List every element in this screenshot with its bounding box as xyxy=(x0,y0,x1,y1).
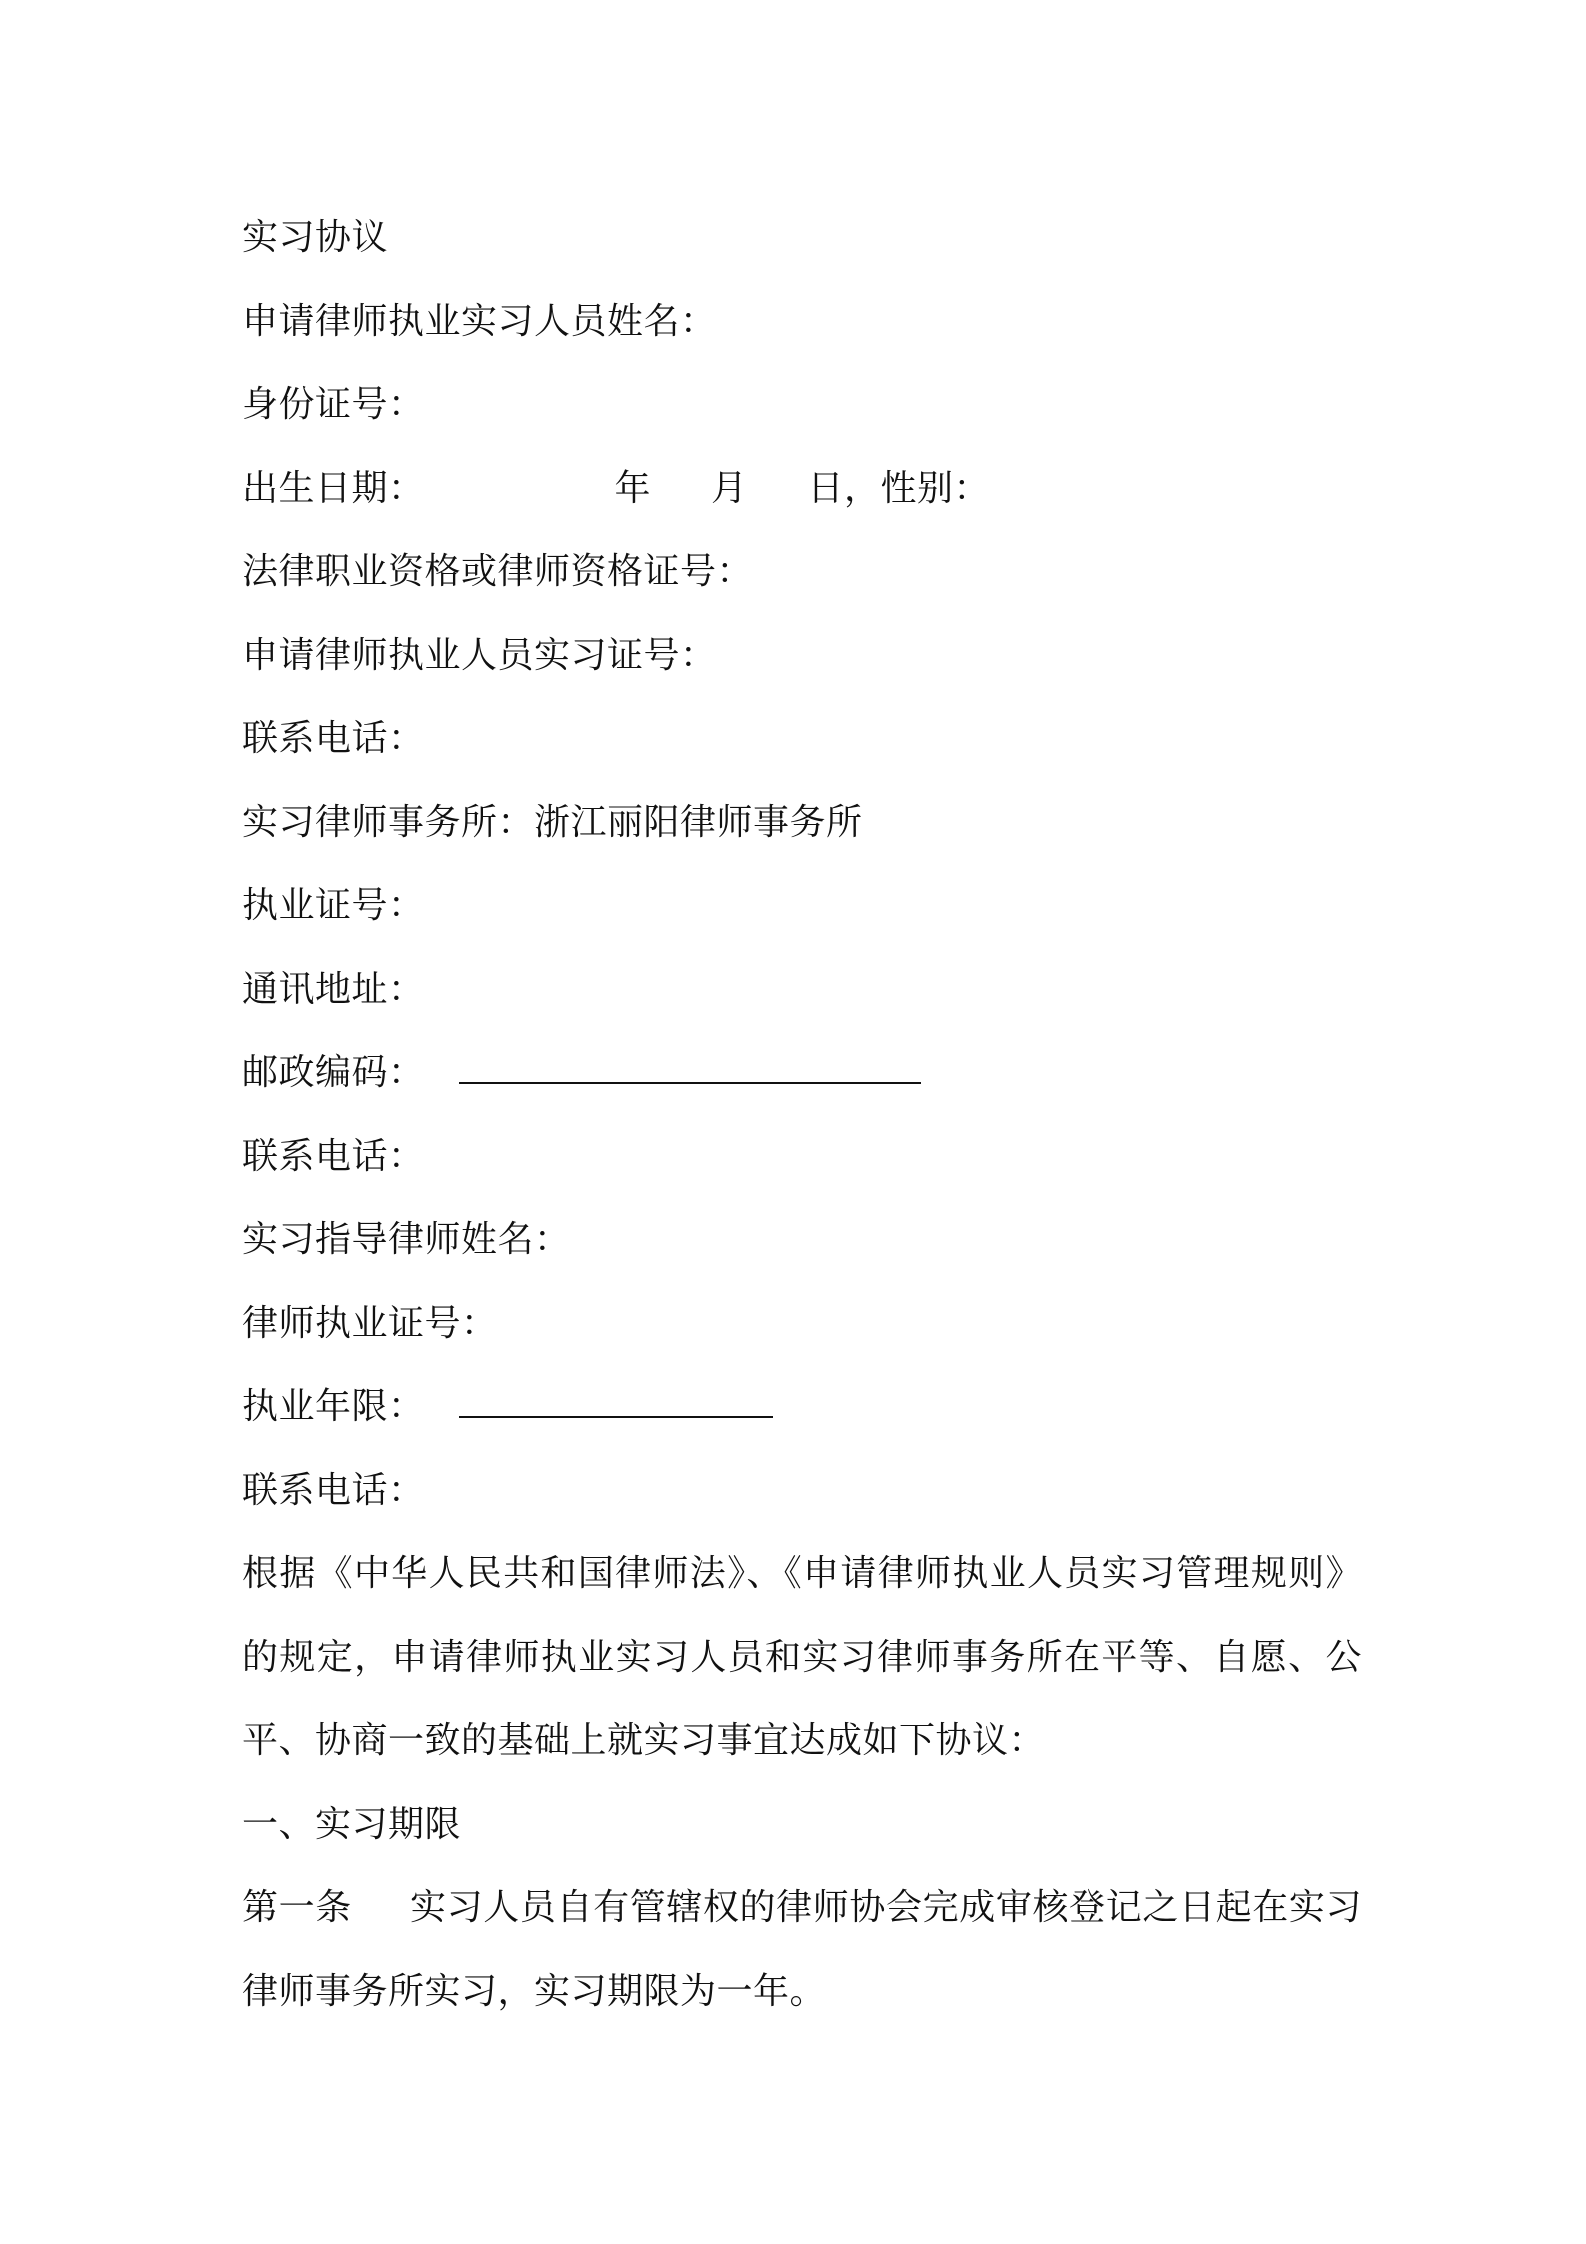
agreement-document xyxy=(242,196,1362,2033)
field-postal-code xyxy=(242,1031,1362,1115)
field-address: 通讯地址： xyxy=(242,968,425,1010)
birth-year-label: 年 xyxy=(614,467,652,509)
field-supervisor-name: 实习指导律师姓名： xyxy=(242,1219,571,1260)
field-phone-supervisor: 联系电话： xyxy=(242,1469,425,1511)
field-birth-date xyxy=(242,447,1362,531)
field-qualification-cert: 法律职业资格或律师资格证号： xyxy=(242,551,754,592)
field-applicant-name: 申请律师执业实习人员姓名： xyxy=(242,300,717,342)
field-phone-applicant: 联系电话： xyxy=(242,718,425,759)
postal-code-label: 邮政编码： xyxy=(242,1052,425,1093)
years-practice-blank xyxy=(459,1386,773,1418)
field-internship-cert: 申请律师执业人员实习证号： xyxy=(242,634,717,676)
postal-code-blank xyxy=(459,1052,921,1084)
preamble-paragraph: 根据《中华人民共和国律师法》、《申请律师执业人员实习管理规则》的规定，申请律师执业实习人员和实习律师事务所在平等、自愿、公平、协商一致的基础上就实习事宜达成如下协议： xyxy=(242,1553,1362,1761)
birth-month-label: 月 xyxy=(711,467,748,509)
article-one xyxy=(242,1866,1362,2033)
field-license-no: 执业证号： xyxy=(242,885,425,926)
birth-date-label: 出生日期： xyxy=(242,467,425,509)
years-practice-label: 执业年限： xyxy=(242,1386,425,1427)
field-phone-firm: 联系电话： xyxy=(242,1135,425,1177)
article-one-label: 第一条 xyxy=(242,1887,352,1928)
field-years-practice xyxy=(242,1365,1362,1449)
field-lawyer-license: 律师执业证号： xyxy=(242,1302,498,1344)
birth-day-gender-label: 日，性别： xyxy=(807,467,991,509)
section-heading-term: 一、实习期限 xyxy=(242,1803,462,1845)
field-id-number: 身份证号： xyxy=(242,384,425,425)
document-title: 实习协议 xyxy=(242,217,389,258)
article-one-text: 实习人员自有管辖权的律师协会完成审核登记之日起在实习律师事务所实习，实习期限为一年。 xyxy=(242,1887,1362,2012)
field-firm: 实习律师事务所：浙江丽阳律师事务所 xyxy=(242,801,863,843)
